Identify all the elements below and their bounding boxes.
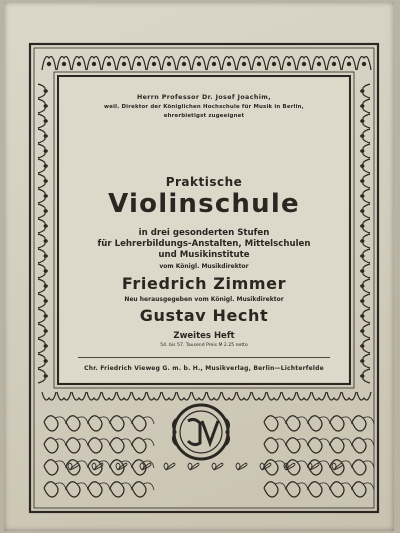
edition-price: 54. bis 57. Tausend Preis M 2.25 netto	[160, 343, 248, 348]
dedication-line-2: weil. Direktor der Königlichen Hochschule für Musik in Berlin,	[104, 104, 304, 110]
publisher-monogram-icon	[166, 397, 236, 467]
dedication-line-1: Herrn Professor Dr. Josef Joachim,	[136, 94, 272, 101]
main-title: Violinschule	[108, 189, 300, 219]
subtitle-line-2: für Lehrerbildungs-Anstalten, Mittelschulen	[97, 239, 311, 249]
title-panel	[60, 78, 348, 382]
author-name: Friedrich Zimmer	[121, 274, 287, 293]
editor-intro: Neu herausgegeben vom Königl. Musikdirektor	[124, 296, 284, 303]
author-intro: vom Königl. Musikdirektor	[159, 263, 249, 270]
title-prefix: Praktische	[165, 175, 243, 189]
editor-name: Gustav Hecht	[139, 306, 269, 325]
volume-label: Zweites Heft	[173, 331, 235, 341]
subtitle-line-1: in drei gesonderten Stufen	[138, 228, 270, 238]
publisher-line: Chr. Friedrich Vieweg G. m. b. H., Musikverlag, Berlin—Lichterfelde	[84, 365, 324, 372]
subtitle-line-3: und Musikinstitute	[158, 250, 250, 260]
divider	[78, 357, 330, 358]
dedication-line-3: ehrerbietigst zugeeignet	[163, 113, 245, 119]
